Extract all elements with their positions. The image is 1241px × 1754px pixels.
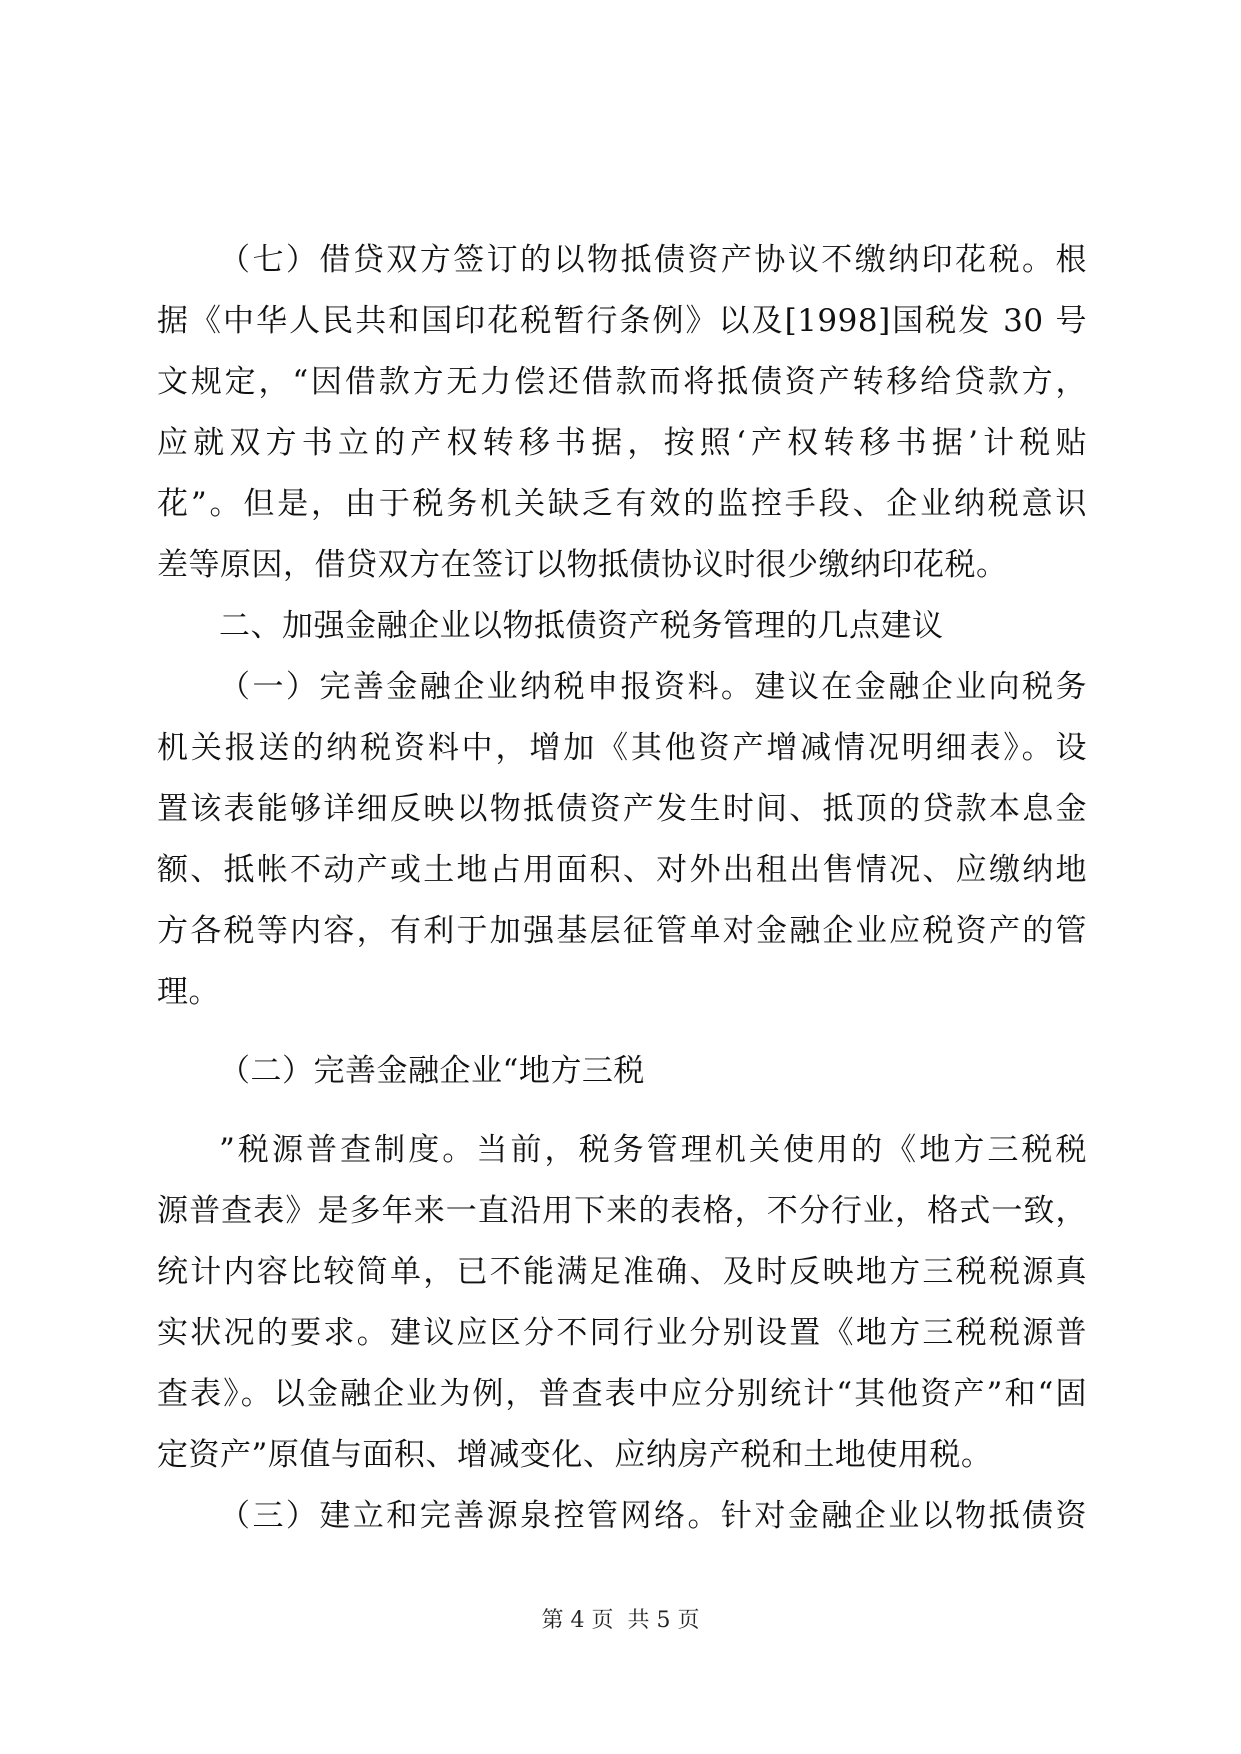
paragraph-line: 定资产”原值与面积、增减变化、应纳房产税和土地使用税。 — [157, 1437, 993, 1473]
paragraph-line: ”税源普查制度。当前，税务管理机关使用的《地方三税税 — [219, 1132, 1087, 1168]
paragraph-line: （三）建立和完善源泉控管网络。针对金融企业以物抵债资 — [219, 1498, 1087, 1534]
body-text — [157, 230, 1087, 1547]
paragraph-line: 统计内容比较简单，已不能满足准确、及时反映地方三税税源真 — [157, 1254, 1087, 1290]
paragraph-line: 机关报送的纳税资料中，增加《其他资产增减情况明细表》。设 — [157, 730, 1087, 766]
paragraph-line: 源普查表》是多年来一直沿用下来的表格，不分行业，格式一致， — [157, 1193, 1087, 1229]
paragraph-line: 额、抵帐不动产或土地占用面积、对外出租出售情况、应缴纳地 — [157, 852, 1087, 888]
page-number-label: 第 4 页 共 5 页 — [541, 1608, 700, 1633]
paragraph-line: 文规定，“因借款方无力偿还借款而将抵债资产转移给贷款方， — [157, 364, 1087, 400]
paragraph-line: 应就双方书立的产权转移书据，按照‘产权转移书据’计税贴 — [157, 425, 1087, 461]
page-footer — [0, 1606, 1241, 1636]
paragraph-line: 查表》。以金融企业为例，普查表中应分别统计“其他资产”和“固 — [157, 1376, 1087, 1412]
paragraph-line: 差等原因，借贷双方在签订以物抵债协议时很少缴纳印花税。 — [157, 547, 1008, 583]
paragraph-line: （二）完善金融企业“地方三税 — [219, 1053, 645, 1089]
paragraph-line: 据《中华人民共和国印花税暂行条例》以及[1998]国税发 30 号 — [157, 303, 1087, 339]
paragraph-line: 置该表能够详细反映以物抵债资产发生时间、抵顶的贷款本息金 — [157, 791, 1087, 827]
section-heading: 二、加强金融企业以物抵债资产税务管理的几点建议 — [219, 608, 944, 644]
paragraph-line: 理。 — [157, 974, 220, 1010]
paragraph-line: （七）借贷双方签订的以物抵债资产协议不缴纳印花税。根 — [219, 242, 1087, 278]
paragraph-line: 花”。但是，由于税务机关缺乏有效的监控手段、企业纳税意识 — [157, 486, 1087, 522]
paragraph-line: 实状况的要求。建议应区分不同行业分别设置《地方三税税源普 — [157, 1315, 1087, 1351]
paragraph-line: （一）完善金融企业纳税申报资料。建议在金融企业向税务 — [219, 669, 1087, 705]
paragraph-line: 方各税等内容，有利于加强基层征管单对金融企业应税资产的管 — [157, 913, 1087, 949]
